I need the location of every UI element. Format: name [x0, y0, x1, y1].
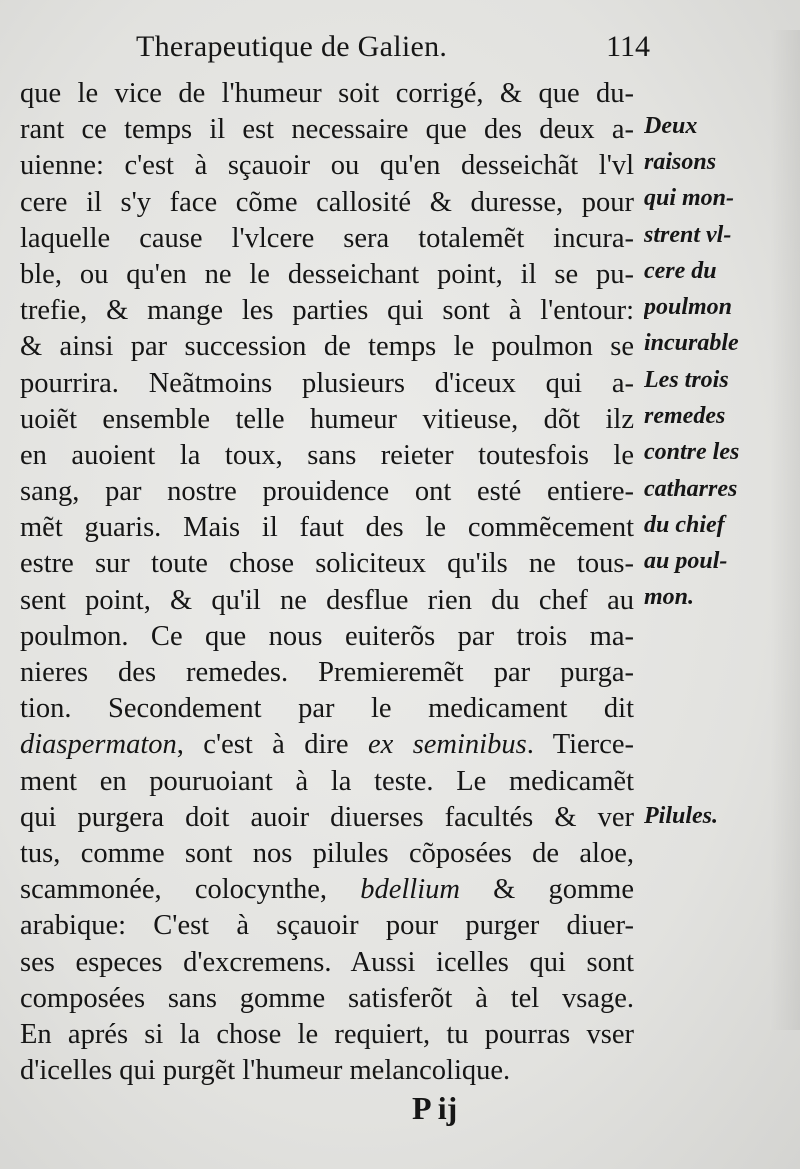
margin-note-pilules — [644, 798, 794, 834]
text-line: ble, ou qu'en ne le desseichant point, il se pu- — [20, 258, 634, 290]
margin-line: Les trois — [644, 367, 729, 393]
text-line: composées sans gomme satisferõt à tel vsage. — [20, 982, 634, 1014]
margin-note-deux-raisons — [644, 108, 794, 361]
text-line: que le vice de l'humeur soit corrigé, & que du- — [20, 78, 634, 109]
text-run: . Tierce- — [526, 729, 634, 761]
margin-line: catharres — [644, 475, 738, 502]
text-line: rant ce temps il est necessaire que des deux a- — [20, 114, 634, 146]
margin-line: cere du — [644, 257, 717, 284]
page-number: 114 — [606, 30, 650, 63]
text-line: d'icelles qui purgẽt l'humeur melancolique. — [20, 1055, 511, 1087]
text-line: & ainsi par succession de temps le poulmon se — [20, 331, 634, 363]
text-run: , c'est à dire — [176, 729, 368, 761]
body-text — [20, 76, 634, 1089]
text-line: en auoient la toux, sans reieter toutesfois le — [20, 439, 634, 471]
text-line: pourrira. Neãtmoins plusieurs d'iceux qui a- — [20, 367, 634, 399]
text-line: laquelle cause l'vlcere sera totalemẽt incura- — [20, 222, 634, 254]
text-line: uienne: c'est à sçauoir ou qu'en desseichãt l'vl — [20, 150, 634, 182]
text-line: qui purgera doit auoir diuerses facultés & ver — [20, 801, 634, 833]
margin-line: Pilules. — [644, 803, 719, 829]
text-line: mẽt guaris. Mais il faut des le commẽcement — [20, 512, 634, 544]
text-line-mixed — [20, 872, 634, 908]
margin-line: mon. — [644, 584, 695, 611]
text-line-mixed — [20, 727, 634, 763]
italic-term: ex seminibus — [367, 729, 527, 761]
margin-line: du chief — [644, 511, 725, 538]
margin-line: qui mon- — [644, 185, 735, 212]
margin-note-trois-remedes — [644, 362, 794, 615]
text-line: trefie, & mange les parties qui sont à l'entour: — [20, 295, 634, 327]
margin-line: contre les — [644, 439, 740, 466]
text-line: cere il s'y face cõme callosité & duresse, pour — [20, 186, 634, 218]
margin-line: Deux — [644, 113, 698, 139]
signature-mark: P ij — [412, 1090, 458, 1126]
text-line: poulmon. Ce que nous euiterõs par trois ma- — [20, 620, 634, 652]
text-line: estre sur toute chose soliciteux qu'ils ne tous- — [20, 548, 634, 580]
text-line: ses especes d'excremens. Aussi icelles qui sont — [20, 946, 634, 978]
text-line: uoiẽt ensemble telle humeur vitieuse, dõt ilz — [20, 403, 634, 435]
text-line: tion. Secondement par le medicament dit — [20, 693, 634, 725]
italic-term: bdellium — [360, 874, 460, 906]
margin-line: remedes — [644, 403, 726, 430]
margin-line: strent vl- — [644, 221, 732, 248]
text-line: tus, comme sont nos pilules cõposées de aloe, — [20, 837, 634, 869]
text-run: & gomme — [459, 874, 634, 906]
margin-line: incurable — [644, 330, 739, 357]
text-line: En aprés si la chose le requiert, tu pourras vser — [20, 1018, 634, 1050]
text-line: nieres des remedes. Premieremẽt par purga- — [20, 657, 634, 688]
running-title: Therapeutique de Galien. — [136, 30, 448, 63]
margin-line: poulmon — [644, 293, 733, 320]
text-line: sang, par nostre prouidence ont esté entiere- — [20, 476, 634, 508]
margin-line: au poul- — [644, 547, 728, 574]
text-run: scammonée, colocynthe, — [20, 874, 361, 906]
text-line: arabique: C'est à sçauoir pour purger diuer- — [20, 910, 634, 942]
text-line: ment en pouruoiant à la teste. Le medicamẽt — [20, 765, 634, 797]
running-header — [130, 30, 650, 70]
margin-line: raisons — [644, 149, 717, 176]
text-line: sent point, & qu'il ne desflue rien du chef au — [20, 584, 634, 616]
italic-term: diaspermaton — [20, 729, 177, 761]
